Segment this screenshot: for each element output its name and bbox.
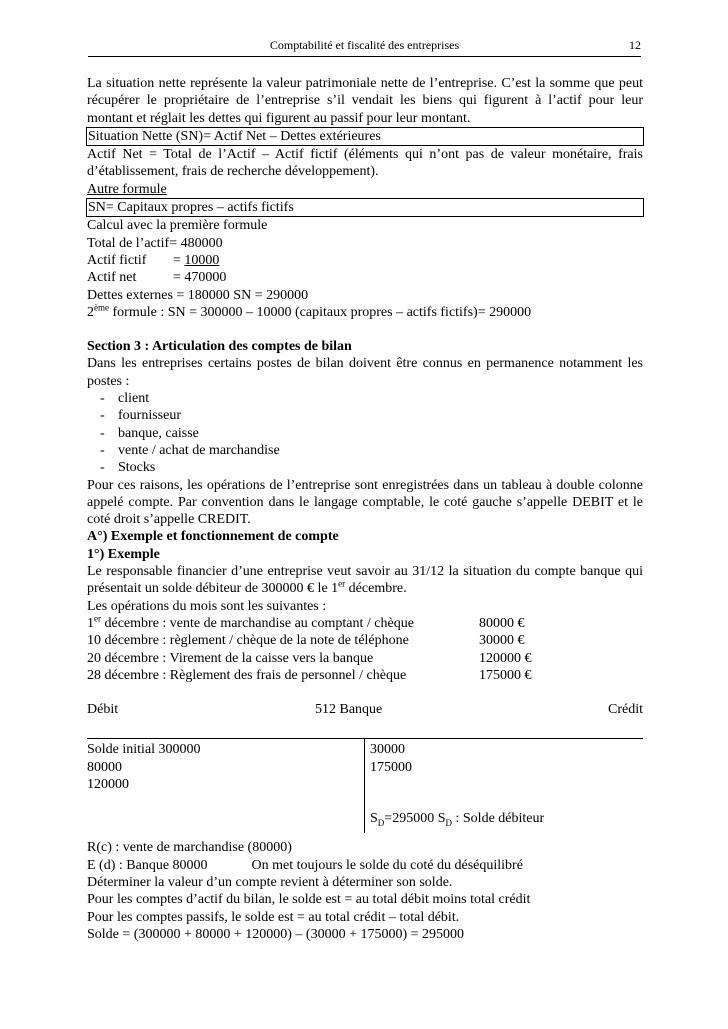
calc-total-actif: Total de l’actif= 480000	[87, 235, 223, 251]
calc-actif-net: Actif net = 470000	[87, 270, 227, 286]
operations-list	[87, 615, 643, 684]
operation-row	[87, 632, 643, 649]
solde-s: S	[370, 811, 378, 827]
formula-capitaux-propres: SN= Capitaux propres – actifs fictifs	[88, 200, 294, 216]
operation-amount: 120000 €	[479, 650, 532, 666]
section-3-intro: Dans les entreprises certains postes de bilan doivent être connus en permanence notamment les postes :	[87, 356, 643, 389]
actif-fictif-label: Actif fictif	[87, 252, 147, 268]
second-sup: ème	[94, 302, 109, 313]
formula-box-2	[86, 198, 644, 217]
operation-text	[87, 615, 479, 632]
debit-entry: 120000	[87, 776, 129, 792]
operation-sup: er	[94, 613, 101, 624]
account-title: 512 Banque	[315, 702, 383, 718]
operation-text: 20 décembre : Virement de la caisse vers la banque	[87, 650, 374, 666]
footer-line-5: Pour les comptes passifs, le solde est = au total crédit – total débit.	[87, 909, 460, 925]
t-account-512-banque	[87, 738, 643, 833]
example-text-b: décembre.	[345, 581, 407, 597]
postes-list	[87, 390, 643, 476]
operation-amount: 80000 €	[479, 615, 525, 631]
t-account-debit-column	[87, 741, 201, 793]
page-header	[88, 38, 641, 54]
list-item: - Stocks	[100, 460, 156, 476]
example-text-a: Le responsable financier d’une entreprise veut savoir au 31/12 la situation du compte banque qui présentait un solde débiteur de 300000 € le 1	[87, 564, 643, 597]
list-item: - banque, caisse	[100, 425, 199, 441]
solde-value: =295000	[384, 811, 438, 827]
footer-line-1: R(c) : vente de marchandise (80000)	[87, 840, 292, 856]
list-item-text: fournisseur	[118, 408, 181, 424]
t-account-header	[87, 701, 643, 718]
actif-net-value: 470000	[184, 270, 227, 286]
operation-row	[87, 667, 643, 684]
calc-actif-fictif: Actif fictif = 10000	[87, 252, 220, 268]
example-paragraph	[87, 563, 643, 598]
solde-d: D	[377, 818, 385, 829]
calc-dettes: Dettes externes = 180000 SN = 290000	[87, 287, 309, 303]
second-ord: 2	[87, 304, 94, 320]
second-rest: formule : SN = 300000 – 10000 (capitaux propres – actifs fictifs)= 290000	[109, 304, 532, 320]
example-sup: er	[338, 578, 346, 589]
header-rule	[88, 56, 641, 57]
footer-line-2b: On met toujours le solde du coté du déséquilibré	[251, 857, 523, 873]
list-item: - client	[100, 391, 150, 407]
actif-net-definition: Actif Net = Total de l’Actif – Actif fictif (éléments qui n’ont pas de valeur monétaire, frais d’établissement, frais de recherche développement).	[87, 147, 643, 180]
credit-label: Crédit	[608, 702, 643, 718]
debit-entry: 80000	[87, 759, 122, 775]
operation-text: 10 décembre : règlement / chèque de la note de téléphone	[87, 633, 409, 649]
list-item-text: client	[118, 391, 150, 407]
footer-line-2a: E (d) : Banque 80000	[87, 857, 208, 873]
list-item-text: banque, caisse	[118, 425, 199, 441]
t-account-credit-column	[370, 741, 412, 776]
footer-line-3: Déterminer la valeur d’un compte revient à déterminer son solde.	[87, 874, 453, 890]
list-item: - fournisseur	[100, 408, 181, 424]
operation-desc: décembre : vente de marchandise au comptant / chèque	[101, 615, 414, 631]
operation-day: 1	[87, 615, 94, 631]
actif-fictif-value: 10000	[184, 252, 220, 268]
calc-heading: Calcul avec la première formule	[87, 218, 268, 234]
footer-line-6: Solde = (300000 + 80000 + 120000) – (30000 + 175000) = 295000	[87, 926, 465, 942]
actif-net-label: Actif net	[87, 270, 137, 286]
formula-situation-nette: Situation Nette (SN)= Actif Net – Dettes extérieures	[88, 128, 381, 144]
operation-row	[87, 615, 643, 632]
operations-intro: Les opérations du mois sont les suivantes :	[87, 598, 327, 614]
operation-row	[87, 650, 643, 667]
t-account-solde	[370, 810, 544, 827]
calc-second-formule	[87, 304, 643, 321]
footer-line-4: Pour les comptes d’actif du bilan, le solde est = au total débit moins total crédit	[87, 892, 531, 908]
credit-entry: 30000	[370, 742, 405, 758]
solde-label: : Solde débiteur	[452, 811, 545, 827]
operation-amount: 175000 €	[479, 667, 532, 683]
intro-paragraph: La situation nette représente la valeur patrimoniale nette de l’entreprise. C’est la somme que peut récupérer le propriétaire de l’entreprise s’il vendait les biens qui figurent à l’actif pour leur montant et réglait les dettes qui figurent au passif pour leur montant.	[87, 76, 643, 126]
debit-entry: Solde initial 300000	[87, 742, 201, 758]
page-number: 12	[629, 38, 641, 52]
footer-line-2	[87, 857, 643, 874]
subheading-a: A°) Exemple et fonctionnement de compte	[87, 529, 339, 545]
solde-d2: D	[445, 818, 452, 829]
t-account-divider	[364, 739, 365, 833]
debit-label: Débit	[87, 702, 119, 718]
list-item: - vente / achat de marchandise	[100, 442, 280, 458]
section-3-title: Section 3 : Articulation des comptes de bilan	[87, 339, 352, 355]
list-item-text: vente / achat de marchandise	[118, 442, 280, 458]
solde-s2: S	[437, 811, 446, 827]
subheading-1: 1°) Exemple	[87, 546, 160, 562]
formula-box-1	[86, 127, 644, 146]
section-3-paragraph: Pour ces raisons, les opérations de l’entreprise sont enregistrées dans un tableau à double colonne appelé compte. Par convention dans le langage comptable, le coté gauche s’appelle DEBIT et le coté droit s’appelle CREDIT.	[87, 477, 643, 528]
credit-entry: 175000	[370, 759, 412, 775]
autre-formule-label: Autre formule	[87, 181, 167, 197]
header-title: Comptabilité et fiscalité des entreprises	[269, 38, 460, 52]
page-content	[87, 75, 643, 943]
operation-text: 28 décembre : Règlement des frais de personnel / chèque	[87, 667, 407, 683]
list-item-text: Stocks	[118, 460, 156, 476]
operation-amount: 30000 €	[479, 633, 525, 649]
